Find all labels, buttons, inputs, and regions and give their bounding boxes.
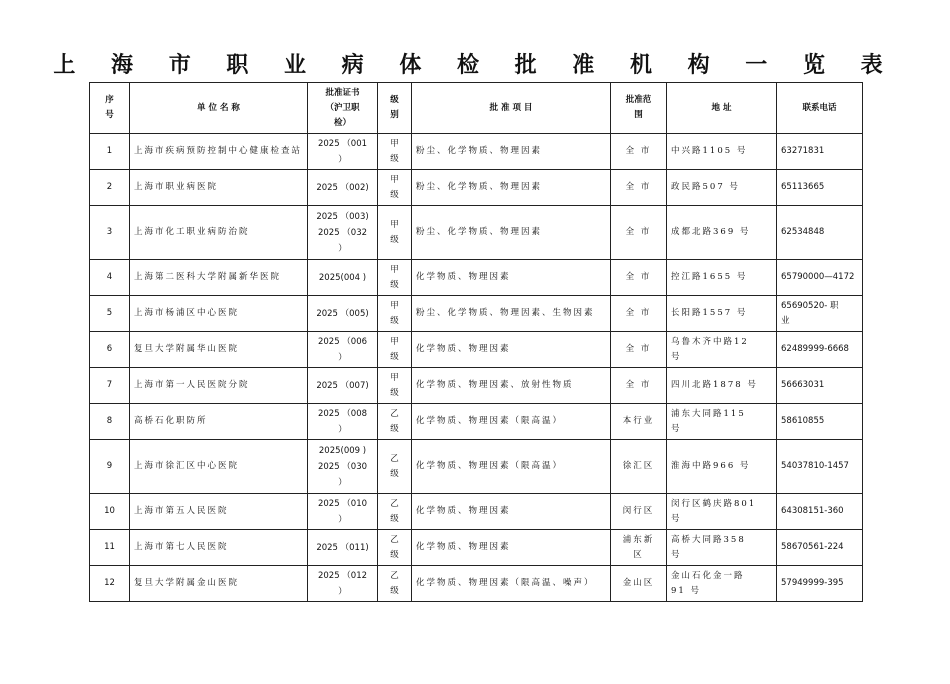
cell-grade-text: 甲 级	[390, 300, 399, 326]
cell-address	[667, 440, 777, 494]
cell-grade	[378, 332, 412, 368]
cell-unit-text: 上海市职业病医院	[134, 182, 219, 192]
cell-unit-text: 上海市第七人民医院	[134, 542, 229, 552]
cell-scope	[611, 134, 667, 170]
cell-index-text: 10	[104, 506, 115, 516]
cell-phone-text: 62534848	[781, 227, 825, 237]
cell-items-text: 化学物质、物理因素（限高温）	[416, 461, 564, 471]
cell-items-text: 化学物质、物理因素（限高温）	[416, 416, 564, 426]
cell-scope-text: 浦东新 区	[622, 534, 655, 560]
cell-index	[90, 440, 130, 494]
cell-address-text: 乌鲁木齐中路12 号	[671, 336, 749, 362]
cell-index-text: 1	[106, 146, 113, 156]
cell-phone-text: 56663031	[781, 380, 825, 390]
cell-cert	[308, 368, 378, 404]
cell-items	[412, 296, 611, 332]
cell-cert-text: 2025 （003) 2025 （032 ）	[316, 211, 369, 254]
cell-phone-text: 65113665	[781, 182, 825, 192]
cell-cert	[308, 296, 378, 332]
cell-grade-text: 乙 级	[390, 453, 399, 479]
cell-cert	[308, 170, 378, 206]
cell-phone-text: 62489999-6668	[781, 344, 849, 354]
cell-index	[90, 260, 130, 296]
cell-unit-text: 上海市第一人民医院分院	[134, 380, 250, 390]
cell-address	[667, 530, 777, 566]
cell-items-text: 化学物质、物理因素	[416, 272, 511, 282]
cell-scope	[611, 206, 667, 260]
cell-cert-text: 2025 （007)	[316, 380, 369, 391]
cell-cert-text: 2025 （002)	[316, 182, 369, 193]
cell-phone	[777, 566, 863, 602]
cell-scope-text: 闵行区	[622, 506, 655, 516]
cell-items	[412, 530, 611, 566]
cell-cert	[308, 404, 378, 440]
cell-address-text: 淮海中路966 号	[671, 461, 751, 471]
table-row	[90, 494, 863, 530]
cell-phone	[777, 206, 863, 260]
cell-items	[412, 404, 611, 440]
cell-unit	[130, 260, 308, 296]
cell-unit-text: 高桥石化职防所	[134, 416, 208, 426]
cell-index	[90, 494, 130, 530]
cell-index	[90, 404, 130, 440]
cell-phone	[777, 134, 863, 170]
cell-unit	[130, 170, 308, 206]
cell-unit-text: 上海市化工职业病防治院	[134, 227, 250, 237]
cell-scope	[611, 368, 667, 404]
cell-grade	[378, 566, 412, 602]
cell-scope	[611, 260, 667, 296]
cell-items-text: 化学物质、物理因素	[416, 542, 511, 552]
cell-items	[412, 368, 611, 404]
cell-address	[667, 296, 777, 332]
cell-index	[90, 206, 130, 260]
header-index: 序 号	[90, 83, 130, 134]
cell-grade-text: 甲 级	[390, 336, 399, 362]
cell-address	[667, 206, 777, 260]
cell-phone	[777, 332, 863, 368]
cell-items-text: 粉尘、化学物质、物理因素	[416, 227, 543, 237]
header-cert: 批准证书 （沪卫职 检）	[308, 83, 378, 134]
cell-phone	[777, 494, 863, 530]
cell-address	[667, 566, 777, 602]
cell-cert-text: 2025 （005)	[316, 308, 369, 319]
cell-grade	[378, 368, 412, 404]
cell-unit-text: 复旦大学附属华山医院	[134, 344, 240, 354]
cell-grade-text: 甲 级	[390, 219, 399, 245]
cell-cert	[308, 206, 378, 260]
cell-index-text: 2	[106, 182, 113, 192]
table-row	[90, 170, 863, 206]
cell-scope-text: 本行业	[622, 416, 655, 426]
table-row	[90, 440, 863, 494]
header-items: 批 准 项 目	[412, 83, 611, 134]
cell-phone-text: 57949999-395	[781, 578, 844, 588]
cell-grade-text: 甲 级	[390, 372, 399, 398]
cell-items	[412, 566, 611, 602]
cell-grade-text: 乙 级	[390, 498, 399, 524]
cell-unit	[130, 332, 308, 368]
cell-cert-text: 2025(009 ) 2025 （030 ）	[317, 445, 368, 488]
cell-unit-text: 上海市疾病预防控制中心健康检查站	[134, 146, 303, 156]
cell-grade	[378, 206, 412, 260]
cell-index	[90, 332, 130, 368]
cell-cert-text: 2025 （006 ）	[317, 336, 368, 363]
cell-items-text: 粉尘、化学物质、物理因素、生物因素	[416, 308, 595, 318]
cell-grade	[378, 494, 412, 530]
cell-cert	[308, 134, 378, 170]
cell-index	[90, 566, 130, 602]
table-row	[90, 530, 863, 566]
cell-cert	[308, 332, 378, 368]
cell-scope	[611, 566, 667, 602]
cell-items	[412, 206, 611, 260]
cell-index-text: 5	[106, 308, 113, 318]
cell-address	[667, 404, 777, 440]
cell-phone	[777, 368, 863, 404]
cell-cert-text: 2025 （012 ）	[317, 570, 368, 597]
cell-phone-text: 65790000—4172	[781, 272, 855, 282]
cell-grade-text: 甲 级	[390, 174, 399, 200]
table-header-row	[90, 83, 863, 134]
cell-index	[90, 530, 130, 566]
cell-index-text: 4	[106, 272, 113, 282]
cell-index-text: 3	[106, 227, 113, 237]
cell-index-text: 7	[106, 380, 113, 390]
cell-unit	[130, 566, 308, 602]
cell-unit	[130, 404, 308, 440]
cell-items-text: 粉尘、化学物质、物理因素	[416, 182, 543, 192]
cell-scope	[611, 404, 667, 440]
cell-index-text: 6	[106, 344, 113, 354]
cell-unit	[130, 134, 308, 170]
cell-index-text: 11	[104, 542, 115, 552]
header-grade: 级 别	[378, 83, 412, 134]
cell-scope-text: 金山区	[622, 578, 655, 588]
cell-items-text: 化学物质、物理因素	[416, 344, 511, 354]
cell-cert-text: 2025 （001 ）	[317, 138, 368, 165]
table-row	[90, 368, 863, 404]
cell-phone-text: 65690520- 职 业	[781, 300, 839, 326]
cell-unit-text: 上海市杨浦区中心医院	[134, 308, 240, 318]
document-title: 上 海 市 职 业 病 体 检 批 准 机 构 一 览 表	[53, 52, 897, 78]
cell-index-text: 9	[106, 461, 113, 471]
cell-grade	[378, 296, 412, 332]
cell-scope	[611, 170, 667, 206]
cell-grade	[378, 260, 412, 296]
cell-unit	[130, 368, 308, 404]
cell-index	[90, 170, 130, 206]
cell-unit	[130, 206, 308, 260]
cell-index	[90, 134, 130, 170]
table-row	[90, 332, 863, 368]
cell-unit-text: 复旦大学附属金山医院	[134, 578, 240, 588]
cell-address	[667, 134, 777, 170]
header-unit: 单 位 名 称	[130, 83, 308, 134]
cell-address-text: 中兴路1105 号	[671, 146, 748, 156]
cell-phone-text: 54037810-1457	[781, 461, 849, 471]
cell-cert-text: 2025(004 )	[318, 272, 367, 283]
cell-address-text: 高桥大同路358 号	[671, 534, 746, 560]
cell-scope-text: 全 市	[625, 182, 652, 192]
cell-phone-text: 58670561-224	[781, 542, 844, 552]
cell-index-text: 8	[106, 416, 113, 426]
cell-unit	[130, 296, 308, 332]
cell-cert	[308, 494, 378, 530]
cell-items	[412, 440, 611, 494]
cell-scope	[611, 494, 667, 530]
cell-address-text: 浦东大同路115 号	[671, 408, 746, 434]
cell-grade-text: 乙 级	[390, 408, 399, 434]
cell-scope	[611, 440, 667, 494]
cell-scope	[611, 530, 667, 566]
cell-address-text: 长阳路1557 号	[671, 308, 748, 318]
table-body	[90, 134, 863, 602]
cell-cert-text: 2025 （010 ）	[317, 498, 368, 525]
cell-unit-text: 上海第二医科大学附属新华医院	[134, 272, 282, 282]
cell-grade	[378, 404, 412, 440]
cell-items	[412, 170, 611, 206]
cell-phone	[777, 260, 863, 296]
cell-phone	[777, 404, 863, 440]
cell-address-text: 政民路507 号	[671, 182, 740, 192]
cell-phone	[777, 296, 863, 332]
cell-unit	[130, 530, 308, 566]
cell-phone	[777, 440, 863, 494]
cell-address-text: 金山石化金一路 91 号	[671, 570, 745, 596]
cell-unit-text: 上海市第五人民医院	[134, 506, 229, 516]
cell-cert	[308, 530, 378, 566]
header-address: 地 址	[667, 83, 777, 134]
cell-address	[667, 332, 777, 368]
cell-address-text: 闵行区鹤庆路801 号	[671, 498, 757, 524]
institution-table	[89, 82, 863, 602]
cell-grade-text: 乙 级	[390, 570, 399, 596]
cell-scope-text: 徐汇区	[622, 461, 655, 471]
cell-address	[667, 260, 777, 296]
cell-scope-text: 全 市	[625, 146, 652, 156]
cell-scope-text: 全 市	[625, 344, 652, 354]
cell-address-text: 四川北路1878 号	[671, 380, 758, 390]
cell-cert-text: 2025 （008 ）	[317, 408, 368, 435]
cell-scope-text: 全 市	[625, 272, 652, 282]
cell-address-text: 控江路1655 号	[671, 272, 748, 282]
cell-scope-text: 全 市	[625, 227, 652, 237]
table-row	[90, 260, 863, 296]
table-row	[90, 566, 863, 602]
cell-items	[412, 260, 611, 296]
cell-items-text: 化学物质、物理因素（限高温、噪声）	[416, 578, 595, 588]
cell-grade	[378, 134, 412, 170]
cell-phone-text: 58610855	[781, 416, 825, 426]
cell-index-text: 12	[104, 578, 115, 588]
cell-cert	[308, 440, 378, 494]
header-scope: 批准范 围	[611, 83, 667, 134]
cell-scope-text: 全 市	[625, 380, 652, 390]
cell-grade	[378, 440, 412, 494]
cell-address	[667, 170, 777, 206]
table-row	[90, 206, 863, 260]
cell-unit	[130, 494, 308, 530]
cell-unit-text: 上海市徐汇区中心医院	[134, 461, 240, 471]
cell-scope-text: 全 市	[625, 308, 652, 318]
cell-items	[412, 134, 611, 170]
cell-grade-text: 甲 级	[390, 264, 399, 290]
cell-address-text: 成都北路369 号	[671, 227, 751, 237]
cell-grade-text: 乙 级	[390, 534, 399, 560]
table-row	[90, 296, 863, 332]
cell-items-text: 化学物质、物理因素、放射性物质	[416, 380, 574, 390]
cell-unit	[130, 440, 308, 494]
cell-address	[667, 368, 777, 404]
cell-items-text: 化学物质、物理因素	[416, 506, 511, 516]
cell-items	[412, 494, 611, 530]
cell-phone-text: 63271831	[781, 146, 825, 156]
cell-address	[667, 494, 777, 530]
header-phone: 联系电话	[777, 83, 863, 134]
cell-phone-text: 64308151-360	[781, 506, 844, 516]
cell-items-text: 粉尘、化学物质、物理因素	[416, 146, 543, 156]
table-row	[90, 404, 863, 440]
cell-cert	[308, 566, 378, 602]
cell-items	[412, 332, 611, 368]
cell-phone	[777, 530, 863, 566]
cell-cert-text: 2025 （011)	[316, 542, 369, 553]
cell-cert	[308, 260, 378, 296]
cell-scope	[611, 332, 667, 368]
cell-phone	[777, 170, 863, 206]
cell-index	[90, 296, 130, 332]
cell-scope	[611, 296, 667, 332]
cell-grade	[378, 530, 412, 566]
table-row	[90, 134, 863, 170]
cell-grade-text: 甲 级	[390, 138, 399, 164]
cell-grade	[378, 170, 412, 206]
cell-index	[90, 368, 130, 404]
